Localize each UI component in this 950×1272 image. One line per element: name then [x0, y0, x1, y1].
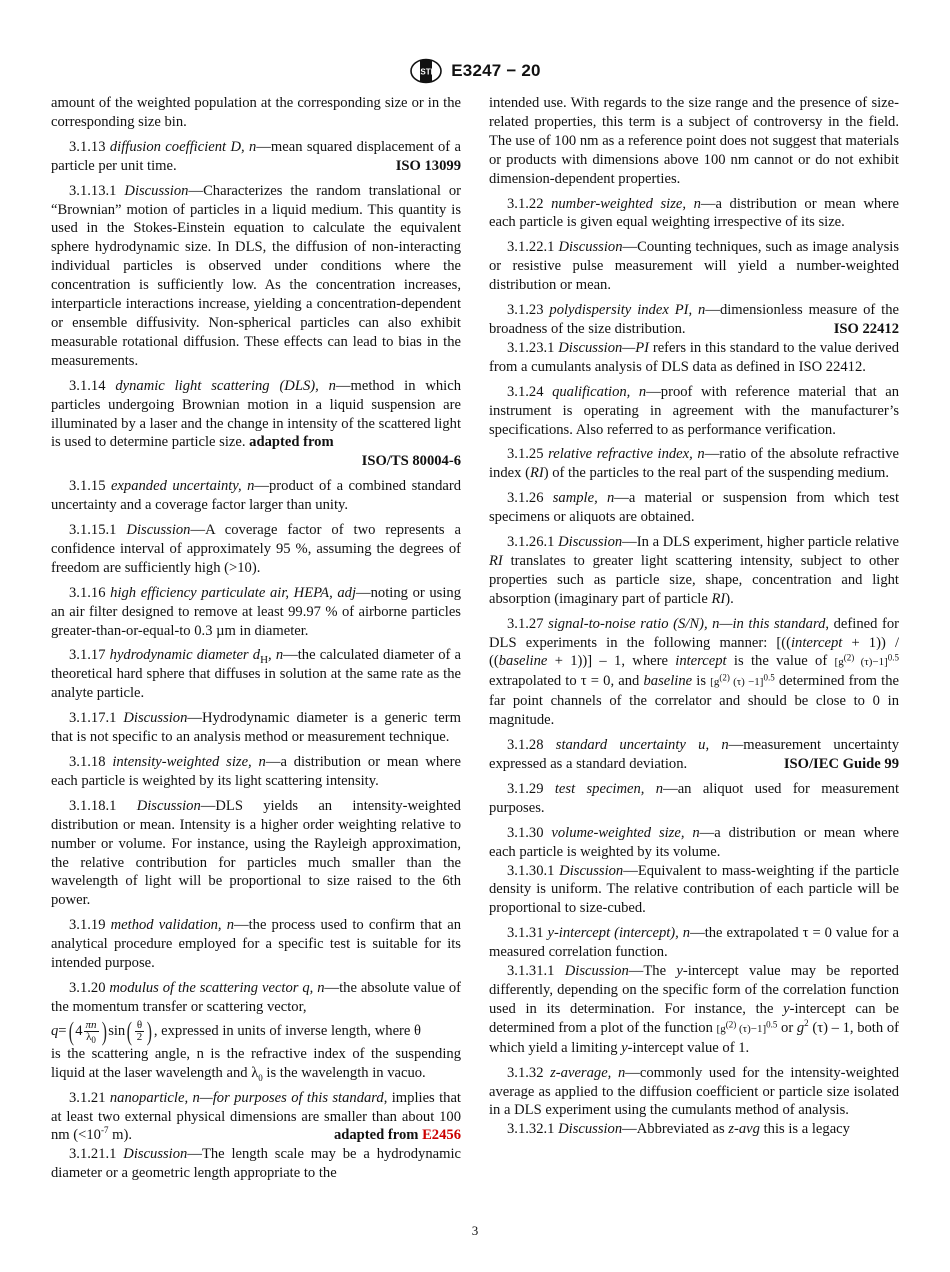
source-ref: ISO/IEC Guide 99 [783, 756, 899, 772]
term-3-1-18: 3.1.18 intensity-weighted size, n—a distribution or mean where each particle is weighted by its light scattering intensity. [51, 754, 461, 789]
right-column [489, 94, 899, 1145]
discussion-3-1-17-1: 3.1.17.1 Discussion—Hydrodynamic diameter is a generic term that is not specific to an analysis method or measurement technique. [51, 710, 461, 746]
discussion-3-1-23-1: 3.1.23.1 Discussion—PI refers in this standard to the value derived from a cumulants analysis of DLS data as defined in ISO 22412. [489, 339, 899, 375]
discussion-3-1-30-1: 3.1.30.1 Discussion—Equivalent to mass-weighting if the particle density is uniform. The relative contribution of each particle will be proportional to size-cubed. [489, 862, 899, 917]
term-3-1-30: 3.1.30 volume-weighted size, n—a distribution or mean where each particle is weighted by its volume. [489, 824, 899, 860]
page-number: 3 [471, 1223, 479, 1238]
term-3-1-25: 3.1.25 relative refractive index, n—ratio of the absolute refractive index (RI) of the particles to the real part of the suspending medium. [489, 446, 899, 482]
source-ref: adapted from E2456 [333, 1127, 461, 1144]
term-3-1-14: 3.1.14 dynamic light scattering (DLS), n—method in which particles undergoing Brownian motion in a liquid suspension are illuminated by a laser and the change in intensity of the scattered light is used to determine particle size. adapted from [51, 377, 462, 451]
discussion-3-1-13-1: 3.1.13.1 Discussion—Characterizes the random translational or “Brownian” motion of particles in a liquid medium. This quantity is used in the Stokes-Einstein equation to calculate the equivalent sphere hydrodynamic size. In DLS, the diffusion of non-interacting individual particles is observed under conditions where the concentration is sufficiently low. As the concentration increases, interparticle interactions increase, yielding a concentration-dependent or ensemble diffusivity. Non-spherical particles can also exhibit measurable rotational diffusion. These effects can lead to bias in the measurements. [51, 182, 461, 369]
source-ref: adapted from [249, 434, 334, 451]
term-3-1-32: 3.1.32 z-average, n—commonly used for the intensity-weighted average as applied to the diffusion coefficient or particle size isolated in a DLS experiment using the cumulants method of analysis. [489, 1064, 900, 1119]
term-3-1-26: 3.1.26 sample, n—a material or suspension from which test specimens or aliquots are obtained. [489, 490, 899, 526]
term-3-1-24: 3.1.24 qualification, n—proof with reference material that an instrument is operating in agreement with the manufacturer’s specifications. Also referred to as performance verification. [489, 383, 899, 438]
term-3-1-19: 3.1.19 method validation, n—the process used to confirm that an analytical procedure employed for a specific test is suitable for its intended purpose. [51, 917, 461, 972]
scattering-vector-formula: q = ( 4 $\frac{\pi n}{\lambda_0}$ ) sin ( $\frac{\theta}{2}$ ) , expressed in units of inverse length, where θ [51, 1016, 422, 1046]
term-3-1-20-continued: is the scattering angle, n is the refractive index of the suspending liquid at the laser wavelength and $\lambda_0$ is the wavelength in vacuo. [51, 1045, 461, 1083]
source-ref: ISO 22412 [833, 320, 899, 337]
discussion-3-1-22-1: 3.1.22.1 Discussion—Counting techniques, such as image analysis or resistive pulse measurement will yield a number-weighted distribution or mean. [489, 239, 899, 294]
term-3-1-21: 3.1.21 nanoparticle, n—for purposes of this standard, implies that at least two external physical dimensions are smaller than about 100 nm ($<10^{-7}$ m). adapted from E2456 [51, 1089, 461, 1144]
standard-number: E3247 − 20 [451, 61, 541, 80]
discussion-3-1-21-1: 3.1.21.1 Discussion—The length scale may be a hydrodynamic diameter or a geometric length appropriate to the [51, 1146, 461, 1182]
term-3-1-28: 3.1.28 standard uncertainty u, n—measurement uncertainty expressed as a standard deviation. ISO/IEC Guide 99 [489, 737, 899, 772]
standard-link[interactable]: E2456 [422, 1127, 461, 1144]
discussion-3-1-26-1: 3.1.26.1 Discussion—In a DLS experiment, higher particle relative RI translates to greater light scattering intensity, subject to other properties such as particle size, shape, concentration and light absorption (imaginary part of particle RI). [489, 534, 899, 607]
svg-text:ASTM: ASTM [414, 67, 438, 77]
left-column [51, 94, 461, 1189]
term-3-1-17: 3.1.17 hydrodynamic diameter $d_H$, n—the calculated diameter of a theoretical hard sphere that diffuses in solution at the same rate as the analyte particle. [51, 647, 462, 702]
term-3-1-16: 3.1.16 high efficiency particulate air, HEPA, adj—noting or using an air filter designed to remove at least 99.97 % of airborne particles greater-than-or-equal-to 0.3 µm in diameter. [51, 584, 461, 639]
continued-paragraph: amount of the weighted population at the corresponding size or in the corresponding size bin. [51, 95, 461, 130]
formula-g2: [$g^{(2)}$ (τ) −1]$^{0.5}$ [710, 672, 775, 689]
term-3-1-22: 3.1.22 number-weighted size, n—a distribution or mean where each particle is given equal weighting irrespective of its size. [489, 195, 899, 231]
formula-g2: [$g^{(2)}$ (τ)−1]$^{0.5}$ [834, 652, 899, 669]
term-3-1-23: 3.1.23 polydispersity index PI, n—dimensionless measure of the broadness of the size distribution. ISO 22412 [489, 302, 899, 337]
astm-logo-icon [409, 58, 443, 84]
term-3-1-15: 3.1.15 expanded uncertainty, n—product of a combined standard uncertainty and a coverage factor larger than unity. [51, 478, 462, 514]
term-3-1-27: 3.1.27 signal-to-noise ratio (S/N), n—in this standard, defined for DLS experiments in the following manner: [((intercept + 1)) / ((baseline + 1))] – 1, where intercept is the value of [$g^{(2)}$ (τ)−1]$^{0.5}$ extrapolated to τ = 0, and baseline is [$g^{(2)}$ (τ) −1]$^{0.5}$ determined from the far point channels of the correlator and should be close to 0 in magnitude. [489, 615, 899, 729]
discussion-3-1-15-1: 3.1.15.1 Discussion—A coverage factor of two represents a confidence interval of approximately 95 %, assuming the degrees of freedom are sufficiently high (>10). [51, 522, 462, 576]
source-ref: ISO/TS 80004-6 [361, 453, 461, 470]
term-3-1-31: 3.1.31 y-intercept (intercept), n—the extrapolated τ = 0 value for a measured correlation function. [489, 925, 899, 961]
continued-paragraph: intended use. With regards to the size range and the presence of size-related properties, this term is a subject of controversy in the field. The use of 100 nm as a reference point does not suggest that materials or products with dimensions above 100 nm cannot or do not exhibit dimension-dependent properties. [489, 95, 899, 187]
formula-g2: [$g^{(2)}$ (τ)−1]$^{0.5}$ [716, 1019, 778, 1035]
discussion-3-1-32-1: 3.1.32.1 Discussion—Abbreviated as z-avg this is a legacy [507, 1121, 850, 1138]
term-3-1-20: 3.1.20 modulus of the scattering vector q, n—the absolute value of the momentum transfer or scattering vector, [51, 979, 462, 1015]
discussion-3-1-31-1: 3.1.31.1 Discussion—The y-intercept value may be reported differently, depending on the specific form of the correlation function used in its determination. For instance, the y-intercept can be determined from a plot of the function [$g^{(2)}$ (τ)−1]$^{0.5}$ or $g^2$ (τ) – 1, both of which yield a limiting y-intercept value of 1. [489, 963, 900, 1056]
discussion-3-1-18-1: 3.1.18.1 Discussion—DLS yields an intensity-weighted distribution or mean. Intensity is a higher order weighting relative to number or volume. For instance, using the Rayleigh approximation, the relative contribution for particles much smaller than the wavelength of light will be proportional to size raised to the 6th power. [51, 797, 461, 909]
page-header [0, 56, 950, 86]
term-3-1-29: 3.1.29 test specimen, n—an aliquot used for measurement purposes. [489, 780, 900, 816]
source-ref: ISO 13099 [395, 157, 461, 174]
term-3-1-13: 3.1.13 diffusion coefficient D, n—mean squared displacement of a particle per unit time. ISO 13099 [51, 138, 461, 174]
